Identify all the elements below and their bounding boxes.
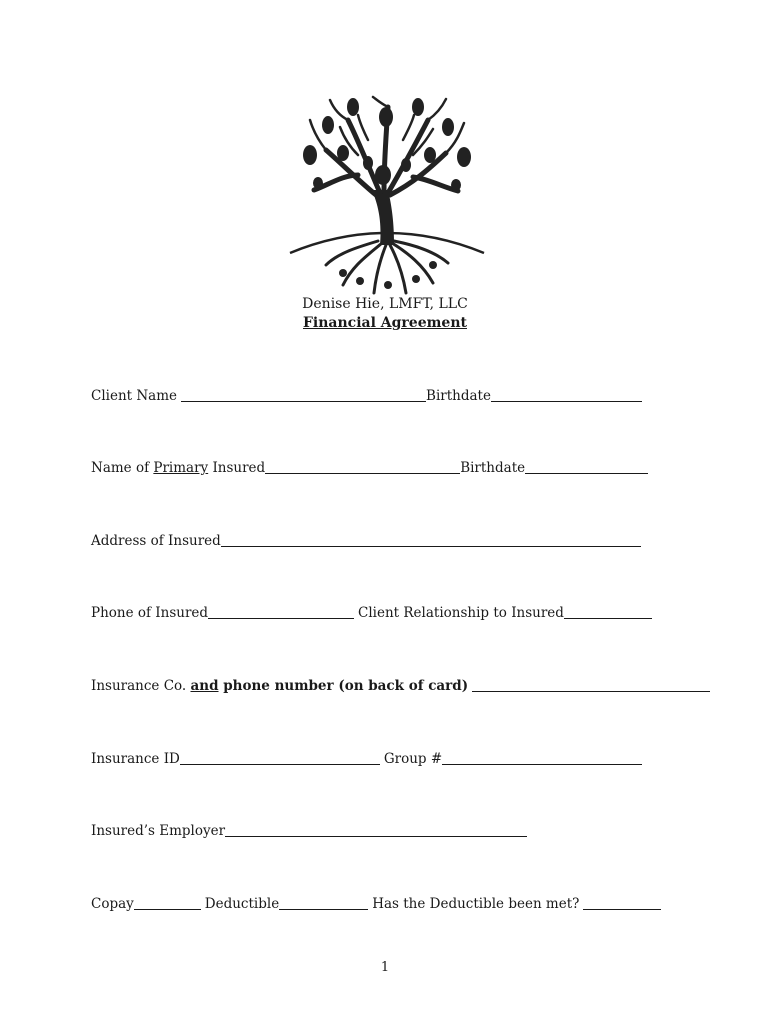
address-label: Address of Insured	[91, 533, 221, 549]
insured-birthdate-label: Birthdate	[460, 460, 526, 476]
insurance-id-row	[91, 751, 642, 767]
client-birthdate-field[interactable]	[491, 389, 642, 402]
group-number-field[interactable]	[442, 752, 642, 765]
phone-field[interactable]	[208, 606, 354, 619]
document-title: Financial Agreement	[302, 315, 467, 331]
relationship-field[interactable]	[564, 606, 652, 619]
address-row	[91, 533, 641, 549]
primary-insured-label: Name of Primary Insured	[91, 460, 266, 476]
deductible-met-label: Has the Deductible been met?	[372, 896, 580, 912]
phone-label: Phone of Insured	[91, 605, 209, 621]
page-number: 1	[380, 960, 390, 975]
employer-label: Insured’s Employer	[91, 823, 226, 839]
insurance-id-label: Insurance ID	[91, 751, 180, 767]
client-name-field[interactable]	[181, 389, 426, 402]
insurance-id-field[interactable]	[180, 752, 380, 765]
copay-row	[91, 896, 661, 912]
group-number-label: Group #	[383, 751, 443, 767]
insured-birthdate-field[interactable]	[525, 461, 648, 474]
primary-insured-field[interactable]	[265, 461, 460, 474]
tree-of-life-logo-icon	[288, 95, 486, 295]
copay-label: Copay	[91, 896, 134, 912]
insurance-company-label: Insurance Co. and phone number (on back of card)	[91, 678, 469, 694]
org-name: Denise Hie, LMFT, LLC	[302, 296, 468, 312]
copay-field[interactable]	[134, 897, 201, 910]
deductible-label: Deductible	[204, 896, 280, 912]
deductible-field[interactable]	[279, 897, 368, 910]
primary-insured-row	[91, 460, 648, 476]
employer-row	[91, 823, 527, 839]
client-birthdate-label: Birthdate	[426, 388, 491, 404]
deductible-met-field[interactable]	[583, 897, 661, 910]
insurance-company-field[interactable]	[472, 679, 710, 692]
insurance-company-row	[91, 678, 710, 694]
client-name-row	[91, 388, 642, 404]
employer-field[interactable]	[225, 824, 527, 837]
address-field[interactable]	[221, 534, 641, 547]
client-name-label: Client Name	[91, 388, 178, 404]
relationship-label: Client Relationship to Insured	[358, 605, 564, 621]
phone-row	[91, 605, 652, 621]
